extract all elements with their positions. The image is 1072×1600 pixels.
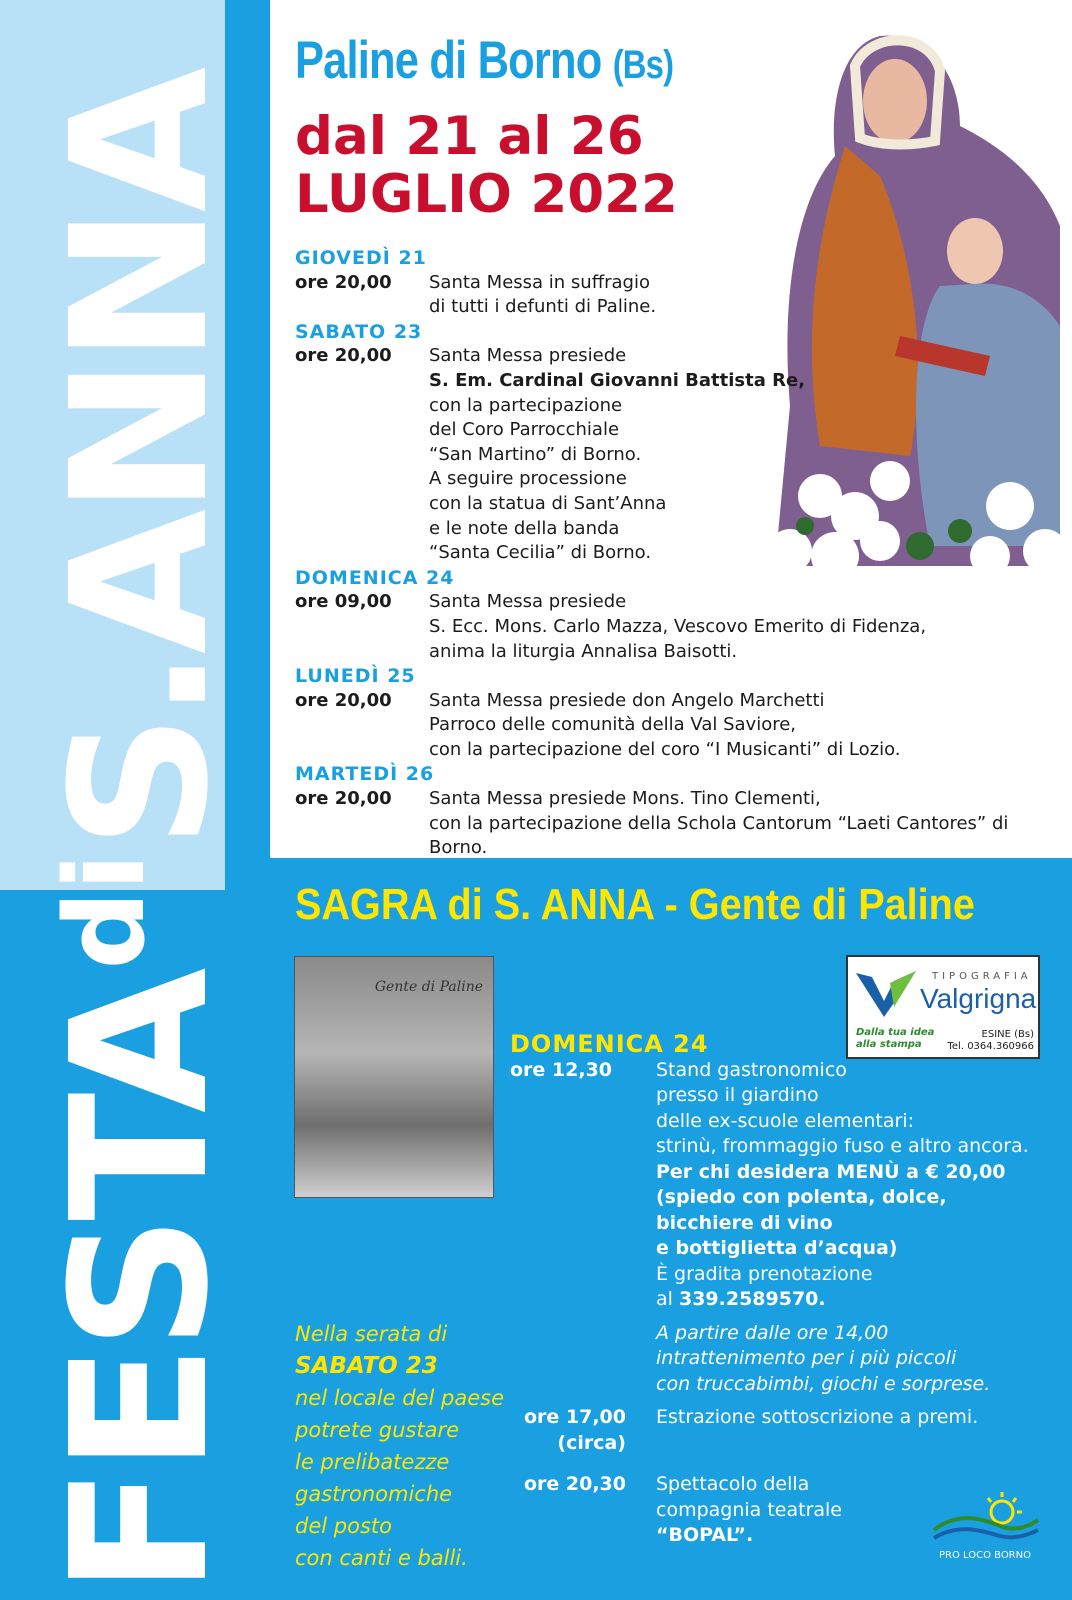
time-label: ore 20,00 [295,788,392,810]
time-label: ore 17,00 [523,1406,626,1428]
side-title-festa: FESTA [31,973,250,1595]
program-list [295,246,1065,861]
time-label: ore 20,00 [295,689,392,711]
header-dates: dal 21 al 26 LUGLIO 2022 [295,106,678,225]
program-day-3: DOMENICA 24 ore 09,00 Santa Messa presiede S. Ecc. Mons. Carlo Mazza, Vescovo Emerito di Fidenza, anima la liturgia Annalisa Baisotti. [295,566,1065,664]
valgrigna-v-icon [854,967,918,1023]
booking-phone: 339.2589570. [678,1288,826,1310]
sagra-day-label: DOMENICA 24 [510,1030,709,1058]
photo-caption: Gente di Paline [374,979,483,995]
side-title [0,0,270,1600]
serata-note: Nella serata di SABATO 23 nel locale del paese potrete gustare le prelibatezze gastronomiche del posto con canti e balli. [295,1322,505,1570]
time-label: ore 20,00 [295,271,392,293]
time-label: ore 09,00 [295,591,392,613]
gente-di-paline-photo [294,956,494,1198]
sagra-program: DOMENICA 24 ore 12,30 Stand gastronomico presso il giardino delle ex-scuole elementari: strinù, frommaggio fuso e altro ancora. Per chi desidera MENÙ a € 20,00 (spiedo con polenta, dolce, bicchiere di vino e bottiglietta d’acqua) È gradita prenotazione al 339.2589570. A partire dalle ore 14,00 intrattenimento per i più piccoli con truccabimbi, giochi e sorprese. ore 17,00 (circa) Estrazione sottoscrizione a premi. ore 20,30 Spettacolo della compagnia teatrale “BOPAL”. [510,1032,1070,1549]
program-day-2: SABATO 23 ore 20,00 Santa Messa presiede S. Em. Cardinal Giovanni Battista Re, con la partecipazione del Coro Parrocchiale “San Martino” di Borno. A seguire processione con la statua di Sant’Anna e le note della banda “Santa Cecilia” di Borno. [295,320,1065,566]
time-label: ore 12,30 [510,1058,613,1081]
day-label: SABATO 23 [295,320,423,343]
day-label: GIOVEDÌ 21 [295,247,427,269]
side-title-di: di [41,853,169,970]
program-day-4: LUNEDÌ 25 ore 20,00 Santa Messa presiede don Angelo Marchetti Parroco delle comunità della Val Saviore, con la partecipazione del coro “I Musicanti” di Lozio. [295,664,1065,762]
header-province: (Bs) [612,43,674,87]
program-day-1: GIOVEDÌ 21 ore 20,00 Santa Messa in suffragio di tutti i defunti di Paline. [295,246,1065,320]
day-label: MARTEDÌ 26 [295,763,435,786]
valgrigna-logo: TIPOGRAFIA Valgrigna Dalla tua idea alla stampa ESINE (Bs) Tel. 0364.360966 [846,955,1040,1059]
pro-loco-logo: PRO LOCO BORNO [930,1490,1040,1570]
day-label: DOMENICA 24 [295,566,455,589]
day-label: LUNEDÌ 25 [295,665,416,688]
side-title-sanna: S.ANNA [31,72,250,850]
program-day-5: MARTEDÌ 26 ore 20,00 Santa Messa presiede Mons. Tino Clementi, con la partecipazione della Schola Cantorum “Laeti Cantores” di Borno. [295,762,1065,860]
time-label: ore 20,30 [523,1473,626,1495]
sun-waves-icon [930,1490,1040,1550]
header-place: Paline di Borno (Bs) [295,31,674,90]
time-label: ore 20,00 [295,345,392,367]
sagra-title: SAGRA di S. ANNA - Gente di Paline [295,880,975,929]
